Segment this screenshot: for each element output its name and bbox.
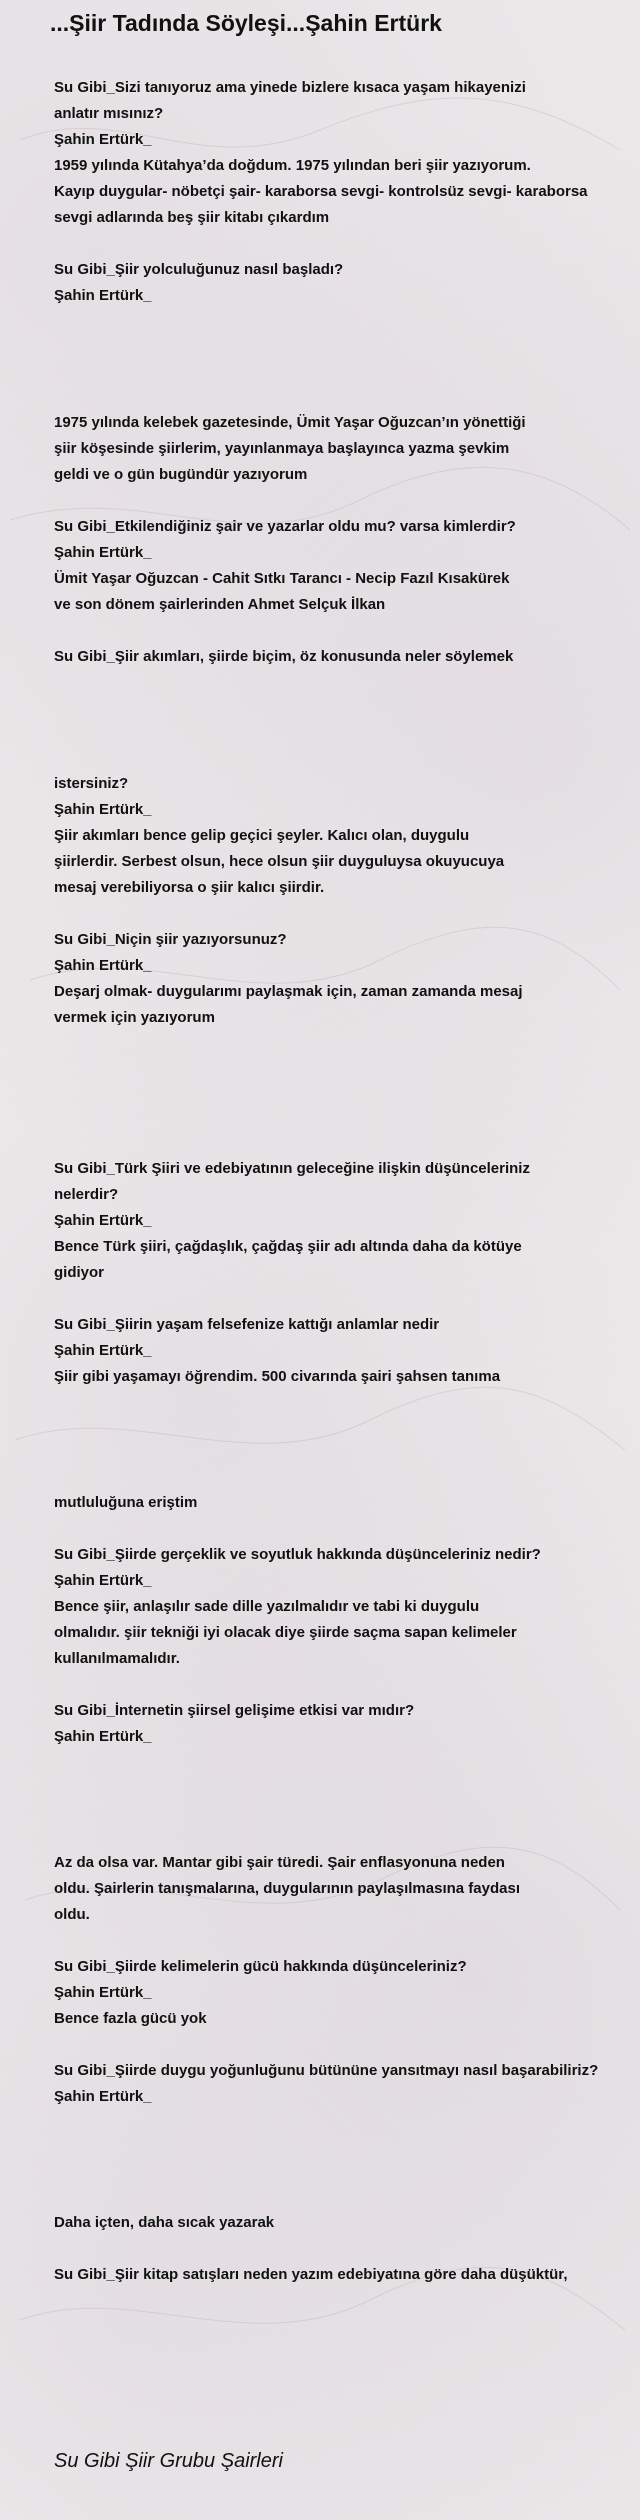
text-line: Su Gibi_Etkilendiğiniz şair ve yazarlar oldu mu? varsa kimlerdir? — [54, 518, 516, 535]
text-line: Şahin Ertürk_ — [54, 957, 152, 974]
text-line: Su Gibi_Şiir yolculuğunuz nasıl başladı? — [54, 261, 344, 278]
text-line: olmalıdır. şiir tekniği iyi olacak diye şiirde saçma sapan kelimeler — [54, 1624, 517, 1641]
text-line: 1975 yılında kelebek gazetesinde, Ümit Yaşar Oğuzcan’ın yönettiği — [54, 414, 526, 431]
text-line: şiirlerdir. Serbest olsun, hece olsun şiir duyguluysa okuyucuya — [54, 853, 505, 870]
text-line: Şahin Ertürk_ — [54, 131, 152, 148]
text-line: Şahin Ertürk_ — [54, 1984, 152, 2001]
text-line: Daha içten, daha sıcak yazarak — [54, 2214, 275, 2231]
text-line: mutluluğuna eriştim — [54, 1494, 198, 1511]
interview-segment-7 — [54, 2210, 634, 2288]
text-line: Şahin Ertürk_ — [54, 1572, 152, 1589]
text-line: nelerdir? — [54, 1186, 119, 1203]
text-line: Şahin Ertürk_ — [54, 544, 152, 561]
text-line: Şiir akımları bence gelip geçici şeyler. Kalıcı olan, duygulu — [54, 827, 470, 844]
text-line — [54, 1516, 634, 1542]
text-line — [54, 1286, 634, 1312]
text-line: Su Gibi_Şiirde gerçeklik ve soyutluk hakkında düşünceleriniz nedir? — [54, 1546, 541, 1563]
text-line: Bence şiir, anlaşılır sade dille yazılmalıdır ve tabi ki duygulu — [54, 1598, 480, 1615]
text-line: Az da olsa var. Mantar gibi şair türedi. Şair enflasyonuna neden — [54, 1854, 505, 1871]
text-line: Su Gibi_Türk Şiiri ve edebiyatının geleceğine ilişkin düşünceleriniz — [54, 1160, 530, 1177]
text-line: Su Gibi_Şiirin yaşam felsefenize kattığı anlamlar nedir — [54, 1316, 440, 1333]
text-line — [54, 1928, 634, 1954]
text-line: Bence Türk şiiri, çağdaşlık, çağdaş şiir adı altında daha da kötüye — [54, 1238, 522, 1255]
text-line: Bence fazla gücü yok — [54, 2010, 207, 2027]
text-line — [54, 1672, 634, 1698]
text-line: Şahin Ertürk_ — [54, 2088, 152, 2105]
text-line: Şahin Ertürk_ — [54, 1342, 152, 1359]
interview-segment-2 — [54, 410, 634, 670]
interview-segment-5 — [54, 1490, 634, 1750]
text-line: sevgi adlarında beş şiir kitabı çıkardım — [54, 209, 330, 226]
text-line: vermek için yazıyorum — [54, 1009, 215, 1026]
text-line — [54, 901, 634, 927]
text-line: Şiir gibi yaşamayı öğrendim. 500 civarında şairi şahsen tanıma — [54, 1368, 501, 1385]
text-line: Su Gibi_Şiirde duygu yoğunluğunu bütününe yansıtmayı nasıl başarabiliriz? — [54, 2062, 599, 2079]
text-line: Kayıp duygular- nöbetçi şair- karaborsa sevgi- kontrolsüz sevgi- karaborsa — [54, 183, 588, 200]
text-line: ve son dönem şairlerinden Ahmet Selçuk İlkan — [54, 596, 386, 613]
text-line: Su Gibi_İnternetin şiirsel gelişime etkisi var mıdır? — [54, 1702, 415, 1719]
text-line — [54, 488, 634, 514]
text-line: 1959 yılında Kütahya’da doğdum. 1975 yılından beri şiir yazıyorum. — [54, 157, 531, 174]
text-line: anlatır mısınız? — [54, 105, 164, 122]
text-line: mesaj verebiliyorsa o şiir kalıcı şiirdir. — [54, 879, 325, 896]
interview-segment-6 — [54, 1850, 634, 2110]
text-line: Şahin Ertürk_ — [54, 287, 152, 304]
text-line: kullanılmamalıdır. — [54, 1650, 180, 1667]
text-line: oldu. — [54, 1906, 90, 1923]
text-line: Şahin Ertürk_ — [54, 1728, 152, 1745]
text-line — [54, 2236, 634, 2262]
text-line — [54, 618, 634, 644]
text-line — [54, 2032, 634, 2058]
text-line: Şahin Ertürk_ — [54, 801, 152, 818]
text-line: istersiniz? — [54, 775, 129, 792]
text-line: Ümit Yaşar Oğuzcan - Cahit Sıtkı Tarancı - Necip Fazıl Kısakürek — [54, 570, 510, 587]
text-line — [54, 231, 634, 257]
text-line: Su Gibi_Şiir kitap satışları neden yazım edebiyatına göre daha düşüktür, — [54, 2266, 568, 2283]
text-line: Su Gibi_Şiir akımları, şiirde biçim, öz konusunda neler söylemek — [54, 648, 514, 665]
interview-segment-1 — [54, 75, 634, 309]
text-line: şiir köşesinde şiirlerim, yayınlanmaya başlayınca yazma şevkim — [54, 440, 510, 457]
text-line: oldu. Şairlerin tanışmalarına, duygularının paylaşılmasına faydası — [54, 1880, 520, 1897]
text-line: Su Gibi_Şiirde kelimelerin gücü hakkında düşünceleriniz? — [54, 1958, 467, 1975]
interview-segment-3 — [54, 771, 634, 1031]
text-line: Şahin Ertürk_ — [54, 1212, 152, 1229]
interview-segment-4 — [54, 1156, 634, 1390]
text-line: Deşarj olmak- duygularımı paylaşmak için, zaman zamanda mesaj — [54, 983, 523, 1000]
page-title: ...Şiir Tadında Söyleşi...Şahin Ertürk — [50, 10, 442, 36]
text-line: Su Gibi_Niçin şiir yazıyorsunuz? — [54, 931, 287, 948]
text-line: geldi ve o gün bugündür yazıyorum — [54, 466, 308, 483]
text-line: Su Gibi_Sizi tanıyoruz ama yinede bizlere kısaca yaşam hikayenizi — [54, 79, 526, 96]
text-line: gidiyor — [54, 1264, 105, 1281]
footer-signature: Su Gibi Şiir Grubu Şairleri — [54, 2450, 283, 2472]
